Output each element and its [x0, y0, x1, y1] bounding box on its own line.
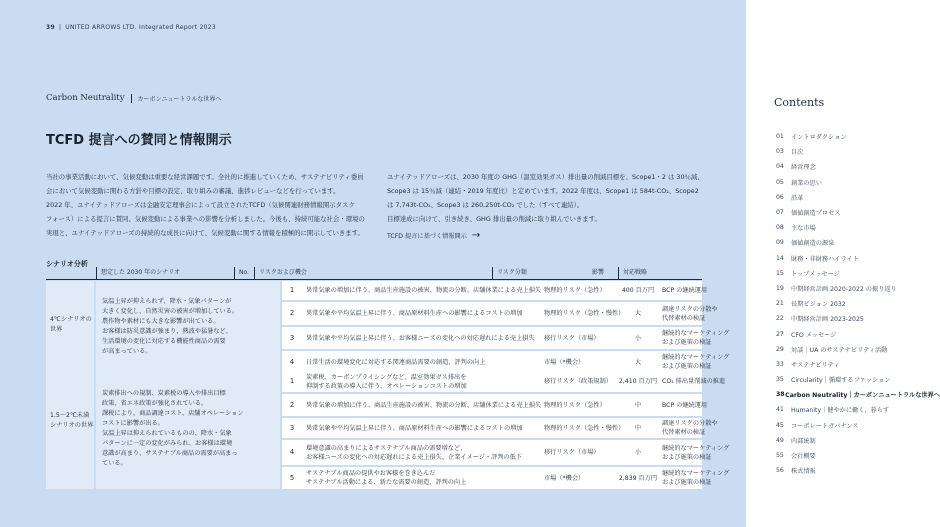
- risk-text: [306, 440, 538, 465]
- risk-line: サステナブル活動による、新たな需要の創造、評判の向上: [306, 479, 467, 486]
- contents-item-label: 価値創造プロセス: [791, 210, 841, 218]
- row-number: 1: [289, 377, 295, 385]
- table-row: [282, 394, 708, 416]
- description-line: 炭素排出への規制、炭素税の導入や排出目標: [102, 390, 226, 397]
- row-number: 1: [289, 286, 295, 294]
- risk-text: [306, 302, 538, 325]
- scenario-cell: [46, 281, 94, 373]
- strategy-lines: [662, 286, 707, 295]
- strategy-line: 継続的なマーケティング: [662, 470, 730, 477]
- table-row: [282, 327, 730, 349]
- scenario-description: [102, 389, 244, 469]
- intro-line: 実現と、ユナイテッドアローズの持続的な成長に向けて、気候変動に関する情報を積極的に開示していきます。: [46, 229, 364, 237]
- table-row: [282, 371, 726, 392]
- impact-value: 小: [634, 449, 642, 456]
- contents-item[interactable]: [776, 357, 940, 372]
- response-strategy: [662, 281, 742, 300]
- risk-line: 抑制する政策の導入に伴う、オペレーションコストの増加: [306, 382, 467, 390]
- strategy-line: BCP の継続運用: [662, 287, 708, 294]
- impact-value: 中: [634, 424, 642, 432]
- contents-item-number: 19: [776, 284, 784, 292]
- strategy-line: 継続的なマーケティング: [662, 444, 730, 452]
- table-row: [282, 440, 730, 465]
- risk-line: 異常気象や平均気温上昇に伴う、商品原材料生産への影響によるコストの増加: [306, 424, 523, 432]
- contents-item-number: 01: [776, 133, 784, 141]
- risk-line: 異常気象や平均気温上昇に伴う、お客様ニーズの変化への対応遅れによる売上損失: [306, 334, 535, 342]
- section-label-en: Carbon Neutrality: [46, 93, 125, 103]
- contents-item[interactable]: [776, 342, 940, 357]
- description-line: パターンに一定の変化がみられ、お客様は環境: [102, 440, 233, 447]
- risk-classification: 移行リスク（政策規制）: [544, 378, 612, 385]
- contents-item-label: イントロダクション: [791, 134, 847, 142]
- header-classification: リスク分類: [492, 267, 527, 279]
- strategy-lines: [662, 419, 718, 437]
- description-line: 気温上昇は抑えられているものの、降水・気象: [102, 430, 232, 437]
- strategy-lines: [662, 401, 707, 410]
- scenario-description: [102, 297, 238, 357]
- risk-classification: 移行リスク（市場）: [544, 334, 600, 342]
- contents-item-number: 05: [776, 178, 784, 186]
- scenario-group: [46, 281, 730, 373]
- contents-item-label: サステナビリティ: [791, 361, 840, 369]
- risk-classification: 物理的リスク（急性）: [544, 287, 606, 294]
- strategy-line: CO₂ 排出量削減の推進: [662, 378, 726, 385]
- scenario-name-line: 1.5～2℃未満: [50, 412, 90, 419]
- scenario-cell: [46, 371, 94, 489]
- tcfd-disclosure-link[interactable]: [387, 231, 480, 240]
- risk-text-lines: [306, 469, 466, 487]
- strategy-lines: [662, 444, 729, 462]
- contents-item-number: 04: [776, 163, 784, 171]
- scenario-name: [50, 315, 92, 335]
- risk-line: お客様ニーズの変化への対応遅れによる売上損失、企業イメージ・評判の低下: [306, 453, 523, 461]
- contents-item[interactable]: [776, 463, 940, 478]
- strategy-lines: [662, 469, 729, 487]
- strategy-line: 調達リスクの分散や: [662, 305, 718, 313]
- contents-item[interactable]: [776, 281, 940, 296]
- contents-item-number: 03: [776, 148, 784, 156]
- row-number: 3: [289, 333, 295, 342]
- risk-text: [306, 351, 538, 373]
- contents-item-number: 09: [776, 239, 784, 247]
- scenario-group: [46, 371, 730, 489]
- risk-classification: 物理的リスク（急性・慢性）: [544, 424, 625, 432]
- contents-item-label: 中期経営計画 2020-2022 の振り返り: [791, 285, 897, 293]
- contents-item-label: CFO メッセージ: [791, 331, 837, 339]
- strategy-line: および施策の検証: [662, 363, 712, 370]
- risk-text-lines: [306, 334, 535, 343]
- section-divider: [131, 94, 132, 103]
- contents-item[interactable]: [776, 235, 940, 250]
- response-strategy: [662, 440, 742, 465]
- contents-item-label: 沿革: [791, 194, 804, 202]
- contents-item-label: 経営理念: [791, 164, 816, 172]
- risk-line: 環境意識の高まりによるサステナブル商品の需要増など、: [306, 444, 467, 452]
- header-no: No.: [234, 267, 249, 279]
- description-line: 生活環境の変化に対応する機能性商品の需要: [102, 338, 226, 345]
- strategy-line: 代替素材の検証: [662, 314, 706, 322]
- contents-item-number: 38: [776, 391, 785, 399]
- response-strategy: [662, 327, 742, 349]
- contents-item-number: 22: [776, 315, 784, 323]
- risk-text-lines: [306, 309, 523, 318]
- impact-value: 400 百万円: [621, 287, 655, 294]
- strategy-lines: [662, 353, 729, 371]
- risk-text-lines: [306, 373, 467, 391]
- contents-item[interactable]: [776, 175, 940, 190]
- contents-item[interactable]: [776, 311, 940, 326]
- header-rule: [46, 279, 702, 280]
- contents-item-number: 41: [776, 406, 784, 414]
- contents-item[interactable]: [776, 251, 940, 266]
- scenario-analysis-title: シナリオ分析: [46, 260, 88, 268]
- intro-right: [387, 170, 709, 226]
- contents-item-label: 中期経営計画 2023-2025: [791, 316, 864, 324]
- intro-line: Scope3 は 15％減（連結・2019 年度比）と定めています。2022 年度は、Scope1 は 584t-CO₂、Scope2: [387, 187, 699, 195]
- section-label-jp: カーボンニュートラルな世界へ: [137, 95, 222, 103]
- contents-item-number: 49: [776, 436, 784, 444]
- contents-item[interactable]: [776, 266, 940, 281]
- strategy-lines: [662, 329, 729, 347]
- response-strategy: [662, 302, 742, 325]
- strategy-line: 継続的なマーケティング: [662, 354, 730, 361]
- contents-item-number: 14: [776, 254, 784, 262]
- contents-item[interactable]: [776, 372, 940, 387]
- risk-classification: 市場（*機会）: [544, 474, 585, 482]
- page-header: [46, 24, 216, 31]
- table-row: [282, 281, 708, 300]
- contents-item[interactable]: [776, 448, 940, 463]
- contents-item-label: 創業の思い: [791, 179, 822, 187]
- contents-item[interactable]: [776, 159, 940, 174]
- impact-value: 大: [634, 358, 642, 366]
- contents-item-number: 35: [776, 376, 784, 384]
- description-line: お客様は防災意識が強まり、熱波や猛暑など、: [102, 328, 232, 335]
- header-risk: リスクおよび機会: [254, 267, 307, 279]
- risk-text-lines: [306, 401, 541, 410]
- risk-text-lines: [306, 444, 522, 462]
- intro-line: ユナイテッドアローズは、2030 年度の GHG（温室効果ガス）排出量の削減目標を、Scope1・2 は 30％減、: [387, 173, 704, 181]
- table-row: [282, 418, 718, 438]
- risk-line: サステナブル商品の提供やお客様を巻き込んだ: [306, 470, 436, 477]
- contents-item-number: 55: [776, 452, 784, 460]
- description-line: 気温上昇が抑えられず、降水・気象パターンが: [102, 298, 232, 305]
- contents-item-number: 06: [776, 193, 784, 201]
- table-header: [46, 267, 702, 279]
- section-label: [46, 93, 221, 103]
- contents-item-label: 主な市場: [791, 225, 816, 233]
- strategy-line: 代替素材の検証: [662, 429, 706, 436]
- impact-value: 2,839 百万円: [618, 474, 658, 482]
- strategy-line: 調達リスクの分散や: [662, 420, 718, 427]
- impact-value: 小: [634, 334, 642, 342]
- row-number: 4: [289, 357, 295, 366]
- page-number: 39: [46, 24, 55, 31]
- contents-item-label: 長期ビジョン 2032: [791, 301, 846, 309]
- row-number: 3: [289, 423, 295, 432]
- contents-item[interactable]: [776, 326, 940, 341]
- description-line: 農作物や素材にも大きな影響が出ている。: [102, 318, 220, 325]
- risk-line: 異常気象の増加に伴う、商品生産施設の被害、物流の分断、店舗休業による売上損失: [306, 401, 542, 409]
- strategy-line: 継続的なマーケティング: [662, 330, 730, 337]
- contents-item-label: 株式情報: [791, 468, 816, 476]
- arrow-right-icon: →: [471, 229, 481, 241]
- response-strategy: [662, 394, 742, 416]
- impact-value: 2,410 百万円: [618, 378, 658, 385]
- contents-item-number: 07: [776, 209, 784, 217]
- impact-value: 大: [634, 310, 642, 317]
- contents-item[interactable]: [776, 296, 940, 311]
- risk-text: [306, 281, 542, 300]
- row-number: 5: [289, 473, 295, 482]
- header-strategy: 対応戦略: [618, 267, 647, 279]
- intro-line: 当社の事業活動において、気候変動は重要な経営課題です。全社的に推進していくため、サステナビリティ委員: [46, 173, 364, 181]
- contents-item-label: トップメッセージ: [791, 270, 840, 278]
- contents-item-label: Humanity｜健やかに働く、暮らす: [791, 407, 890, 415]
- contents-item-number: 08: [776, 224, 784, 232]
- risk-text: [306, 394, 542, 416]
- risk-text: [306, 371, 538, 392]
- contents-item-number: 56: [776, 467, 784, 475]
- contents-item-number: 15: [776, 269, 784, 277]
- contents-item[interactable]: [776, 190, 940, 205]
- contents-item-label: 価値創造の源泉: [791, 240, 835, 248]
- header-impact: 影響: [592, 269, 605, 276]
- contents-item[interactable]: [776, 205, 940, 220]
- contents-item-label: Circularity｜循環するファッション: [791, 377, 891, 385]
- contents-item-label: コーポレートガバナンス: [791, 422, 859, 430]
- contents-item[interactable]: [776, 129, 940, 144]
- strategy-line: BCP の継続運用: [662, 401, 708, 409]
- contents-item-number: 33: [776, 360, 784, 368]
- tcfd-link-label: TCFD 提言に基づく情報開示: [387, 233, 467, 240]
- row-number: 2: [289, 309, 295, 317]
- contents-item-label: Carbon Neutrality｜カーボンニュートラルな世界へ: [785, 392, 940, 400]
- strategy-line: および施策の検証: [662, 479, 712, 486]
- strategy-lines: [662, 377, 725, 386]
- risk-line: 日常生活の環境変化に対応する関連商品需要の創造、評判の向上: [306, 358, 486, 366]
- contents-item[interactable]: [776, 418, 940, 433]
- strategy-lines: [662, 305, 718, 323]
- risk-classification: 市場（*機会）: [544, 358, 585, 366]
- header-scenario: 想定した 2030 年のシナリオ: [96, 267, 180, 279]
- response-strategy: [662, 467, 742, 489]
- contents-item-label: 会社概要: [791, 453, 816, 461]
- intro-line: は 7,743t-CO₂、Scope3 は 260,250t-CO₂ でした（すべて連結）。: [387, 201, 584, 209]
- response-strategy: [662, 371, 742, 392]
- scenario-name-line: 世界: [50, 326, 63, 333]
- contents-item[interactable]: [776, 144, 940, 159]
- table-row: [282, 467, 730, 489]
- contents-item-label: 内部統制: [791, 437, 816, 445]
- contents-title: Contents: [774, 96, 825, 109]
- contents-item-label: 対談｜UA のサステナビリティ活動: [791, 346, 888, 354]
- response-strategy: [662, 418, 742, 438]
- intro-line: 目標達成に向けて、引き続き、GHG 排出量の削減に取り組んでいきます。: [387, 215, 601, 223]
- row-number: 2: [289, 400, 295, 409]
- description-line: コストに影響が出る。: [102, 420, 164, 427]
- table-row: [282, 302, 718, 325]
- scenario-name-line: シナリオの世界: [50, 422, 94, 429]
- publication-name: UNITED ARROWS LTD. Integrated Report 2023: [65, 24, 217, 31]
- risk-text: [306, 418, 538, 438]
- page-title: TCFD 提言への賛同と情報開示: [46, 133, 232, 148]
- impact-value: 中: [634, 401, 642, 409]
- response-strategy: [662, 351, 742, 373]
- risk-text-lines: [306, 358, 485, 367]
- risk-line: 炭素税、カーボンプライシングなど、温室効果ガス排出を: [306, 373, 467, 381]
- header-divider: |: [58, 24, 62, 31]
- contents-item[interactable]: [776, 220, 940, 235]
- contents-item[interactable]: [776, 402, 940, 417]
- strategy-line: および施策の検証: [662, 453, 712, 461]
- intro-line: フォース）による提言に賛同、気候変動による事業への影響を分析しました。今後も、持続可能な社会・環境の: [46, 215, 365, 223]
- row-number: 4: [289, 448, 295, 456]
- contents-item[interactable]: [776, 387, 940, 402]
- risk-text-lines: [306, 286, 541, 295]
- risk-classification: 物理的リスク（急性）: [544, 401, 606, 409]
- contents-item-number: 27: [776, 330, 784, 338]
- risk-text: [306, 327, 538, 349]
- risk-line: 異常気象や平均気温上昇に伴う、商品原材料生産への影響によるコストの増加: [306, 310, 523, 317]
- table-row: [282, 351, 730, 373]
- contents-item[interactable]: [776, 433, 940, 448]
- scenario-name-line: 4℃シナリオの: [50, 316, 92, 323]
- scenario-name: [50, 411, 93, 431]
- description-line: 大きく変化し、自然災害の被害が増加している。: [102, 308, 239, 315]
- description-line: 意識が高まり、サステナブル商品の需要が高まっ: [102, 450, 238, 457]
- contents-list: [776, 129, 940, 478]
- strategy-line: および施策の検証: [662, 339, 712, 346]
- contents-item-number: 21: [776, 300, 784, 308]
- contents-item-label: 財務・非財務ハイライト: [791, 255, 859, 263]
- risk-classification: 移行リスク（市場）: [544, 449, 600, 456]
- intro-line: 2022 年、ユナイテッドアローズは金融安定理事会によって設立されたTCFD（気候関連財務情報開示タスク: [46, 201, 355, 209]
- description-line: ている。: [102, 460, 127, 467]
- risk-text-lines: [306, 424, 523, 433]
- description-line: 課税により、商品調達コスト、店舗オペレーション: [102, 410, 244, 417]
- description-line: が高まっている。: [102, 348, 152, 355]
- intro-line: 会において気候変動に関わる方針や目標の設定、取り組みの審議、進捗レビューなどを行っています。: [46, 187, 340, 195]
- risk-line: 異常気象の増加に伴う、商品生産施設の被害、物流の分断、店舗休業による売上損失: [306, 287, 542, 294]
- description-line: 政策、省エネ政策が強化されている。: [102, 400, 208, 407]
- risk-text: [306, 467, 538, 489]
- contents-item-number: 45: [776, 421, 784, 429]
- contents-item-label: 目次: [791, 149, 804, 157]
- risk-classification: 物理的リスク（急性・慢性）: [544, 310, 625, 317]
- intro-left: [46, 170, 368, 240]
- contents-item-number: 29: [776, 345, 784, 353]
